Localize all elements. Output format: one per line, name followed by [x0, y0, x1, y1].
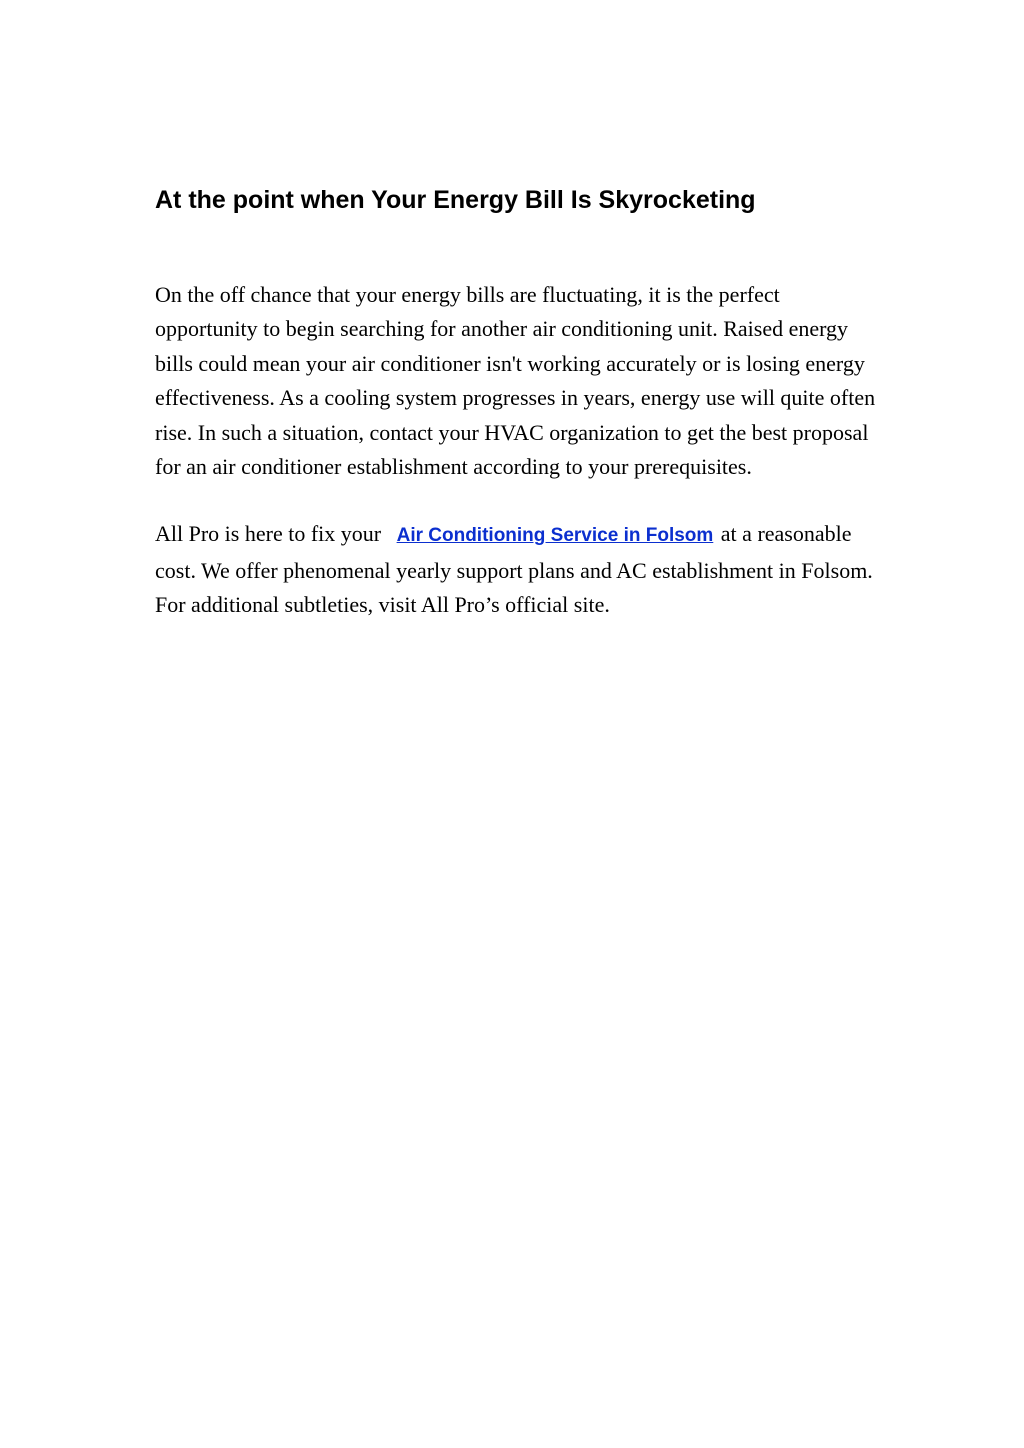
paragraph-text-before-link: All Pro is here to fix your [155, 521, 382, 547]
paragraph-all-pro [155, 517, 885, 622]
document-heading: At the point when Your Energy Bill Is Skyrocketing [155, 186, 756, 214]
air-conditioning-service-link[interactable]: Air Conditioning Service in Folsom [396, 525, 714, 547]
document-content [155, 178, 885, 623]
paragraph-energy-bills: On the off chance that your energy bills are fluctuating, it is the perfect opportunity to begin searching for another air conditioning unit. Raised energy bills could mean your air conditioner isn't working accurately or is losing energy effectiveness. As a cooling system progresses in years, energy use will quite often rise. In such a situation, contact your HVAC organization to get the best proposal for an air conditioner establishment according to your prerequisites. [155, 282, 876, 480]
paragraph-text-after-link: at a reasonable cost. We offer phenomenal yearly support plans and AC establishment in Folsom. For additional subtleties, visit All Pro’s official site. [155, 521, 873, 618]
